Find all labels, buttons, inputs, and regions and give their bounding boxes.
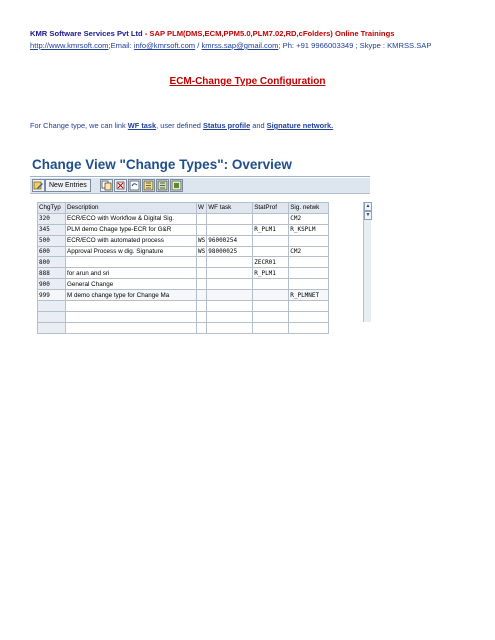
sap-toolbar — [30, 178, 370, 194]
cell-chgtyp[interactable] — [38, 311, 66, 322]
cell-statprof[interactable] — [253, 301, 289, 312]
status-profile-term: Status profile — [202, 121, 251, 130]
cell-description[interactable]: General Change — [66, 279, 197, 290]
table-row[interactable] — [38, 246, 329, 257]
table-row[interactable] — [38, 257, 329, 268]
cell-sig-netwk[interactable] — [289, 279, 329, 290]
column-header-w[interactable]: W — [197, 203, 207, 214]
cell-sig-netwk[interactable]: CM2 — [289, 246, 329, 257]
cell-wf-task[interactable] — [207, 322, 253, 333]
cell-description[interactable] — [66, 257, 197, 268]
cell-statprof[interactable]: R_PLM1 — [253, 224, 289, 235]
change-types-table — [37, 202, 329, 334]
cell-chgtyp[interactable]: 888 — [38, 268, 66, 279]
new-entries-button[interactable]: New Entries — [45, 179, 91, 192]
table-header-row — [38, 203, 329, 214]
column-header-description[interactable]: Description — [66, 203, 197, 214]
cell-chgtyp[interactable]: 345 — [38, 224, 66, 235]
scroll-up-icon[interactable]: ▲ — [365, 203, 371, 209]
cell-w[interactable] — [197, 268, 207, 279]
cell-wf-task[interactable] — [207, 311, 253, 322]
cell-statprof[interactable] — [253, 322, 289, 333]
intro-paragraph — [30, 121, 333, 130]
cell-statprof[interactable]: R_PLM1 — [253, 268, 289, 279]
cell-statprof[interactable] — [253, 279, 289, 290]
cell-sig-netwk[interactable] — [289, 311, 329, 322]
cell-w[interactable] — [197, 213, 207, 224]
intro-mid: , user defined — [156, 121, 203, 130]
cell-w[interactable] — [197, 257, 207, 268]
deselect-all-icon[interactable] — [156, 179, 169, 192]
cell-wf-task[interactable]: 96000254 — [207, 235, 253, 246]
cell-statprof[interactable] — [253, 311, 289, 322]
cell-wf-task[interactable] — [207, 290, 253, 301]
cell-statprof[interactable] — [253, 290, 289, 301]
table-row[interactable] — [38, 279, 329, 290]
cell-sig-netwk[interactable]: R_PLMNET — [289, 290, 329, 301]
trainings-text: SAP PLM(DMS,ECM,PPM5.0,PLM7.02,RD,cFolders) Online Trainings — [149, 29, 395, 38]
cell-w[interactable] — [197, 279, 207, 290]
cell-description[interactable]: Approval Process w dig. Signature — [66, 246, 197, 257]
change-display-icon[interactable] — [32, 179, 45, 192]
signature-network-term: Signature network. — [266, 121, 334, 130]
cell-description[interactable]: M demo change type for Change Ma — [66, 290, 197, 301]
cell-chgtyp[interactable]: 500 — [38, 235, 66, 246]
delete-icon[interactable] — [114, 179, 127, 192]
contact-details: ; Ph: +91 9966003349 ; Skype : KMRSS.SAP — [278, 41, 432, 50]
undo-icon[interactable] — [128, 179, 141, 192]
cell-statprof[interactable] — [253, 246, 289, 257]
cell-sig-netwk[interactable] — [289, 322, 329, 333]
cell-description[interactable] — [66, 322, 197, 333]
cell-statprof[interactable]: ZECR01 — [253, 257, 289, 268]
cell-sig-netwk[interactable] — [289, 301, 329, 312]
cell-w[interactable]: WS — [198, 237, 206, 245]
table-row[interactable] — [38, 268, 329, 279]
cell-statprof[interactable] — [253, 235, 289, 246]
cell-description[interactable] — [66, 311, 197, 322]
cell-wf-task[interactable] — [207, 301, 253, 312]
title-divider — [30, 176, 370, 177]
cell-description[interactable]: PLM demo Chage type-ECR for G&R — [66, 224, 197, 235]
select-all-icon[interactable] — [142, 179, 155, 192]
copy-icon[interactable] — [100, 179, 113, 192]
cell-description[interactable]: for arun and sri — [66, 268, 197, 279]
contact-line — [30, 41, 431, 50]
column-header-sig-netwk[interactable]: Sig. netwk — [289, 203, 329, 214]
cell-sig-netwk[interactable]: CM2 — [289, 213, 329, 224]
column-header-statprof[interactable]: StatProf — [253, 203, 289, 214]
intro-prefix: For Change type, we can link — [30, 121, 128, 130]
table-row[interactable] — [38, 224, 329, 235]
table-row[interactable] — [38, 322, 329, 333]
cell-w[interactable] — [197, 301, 207, 312]
cell-wf-task[interactable] — [207, 268, 253, 279]
email-link-1[interactable]: info@kmrsoft.com — [133, 41, 196, 50]
table-row[interactable] — [38, 301, 329, 312]
cell-sig-netwk[interactable]: R_KSPLM — [289, 224, 329, 235]
cell-chgtyp[interactable]: 600 — [38, 246, 66, 257]
email-separator: / — [195, 41, 202, 50]
cell-wf-task[interactable] — [207, 224, 253, 235]
cell-chgtyp[interactable]: 800 — [38, 257, 66, 268]
cell-wf-task[interactable] — [207, 213, 253, 224]
vertical-scrollbar[interactable] — [363, 202, 371, 322]
company-header — [30, 29, 394, 38]
cell-sig-netwk[interactable] — [289, 268, 329, 279]
cell-wf-task[interactable]: 98000025 — [207, 246, 253, 257]
company-name: KMR Software Services Pvt Ltd — [30, 29, 143, 38]
cell-w[interactable] — [197, 290, 207, 301]
cell-wf-task[interactable] — [207, 279, 253, 290]
cell-chgtyp[interactable]: 999 — [38, 290, 66, 301]
cell-description[interactable] — [66, 301, 197, 312]
table-row[interactable] — [38, 235, 329, 246]
intro-and: and — [250, 121, 267, 130]
sap-screenshot — [30, 155, 370, 325]
wf-task-term: WF task — [127, 121, 157, 130]
cell-description[interactable]: ECR/ECO with Workflow & Digital Sig. — [66, 213, 197, 224]
table-row[interactable] — [38, 311, 329, 322]
email-prefix: ;Email: — [108, 41, 134, 50]
sap-window-title: Change View "Change Types": Overview — [32, 157, 292, 172]
email-link-2[interactable]: kmrss.sap@gmail.com — [201, 41, 279, 50]
table-row[interactable] — [38, 213, 329, 224]
column-header-wf-task[interactable]: WF task — [207, 203, 253, 214]
cell-description[interactable]: ECR/ECO with automated process — [66, 235, 197, 246]
cell-wf-task[interactable] — [207, 257, 253, 268]
website-link[interactable]: http://www.kmrsoft.com — [30, 41, 109, 50]
select-block-icon[interactable] — [170, 179, 183, 192]
cell-chgtyp[interactable]: 900 — [38, 279, 66, 290]
cell-chgtyp[interactable] — [38, 322, 66, 333]
cell-w[interactable]: WS — [198, 248, 206, 255]
page-title: ECM-Change Type Configuration — [169, 76, 326, 87]
table-row[interactable] — [38, 290, 329, 301]
cell-sig-netwk[interactable] — [289, 235, 329, 246]
cell-w[interactable] — [197, 311, 207, 322]
scroll-down-icon[interactable]: ▼ — [365, 212, 371, 218]
cell-sig-netwk[interactable] — [289, 257, 329, 268]
column-header-chgtyp[interactable]: ChgTyp — [38, 203, 66, 214]
cell-w[interactable] — [197, 224, 207, 235]
cell-chgtyp[interactable] — [38, 301, 66, 312]
header-dash: - — [142, 29, 150, 38]
cell-w[interactable] — [197, 322, 207, 333]
cell-statprof[interactable] — [253, 213, 289, 224]
cell-chgtyp[interactable]: 320 — [38, 213, 66, 224]
